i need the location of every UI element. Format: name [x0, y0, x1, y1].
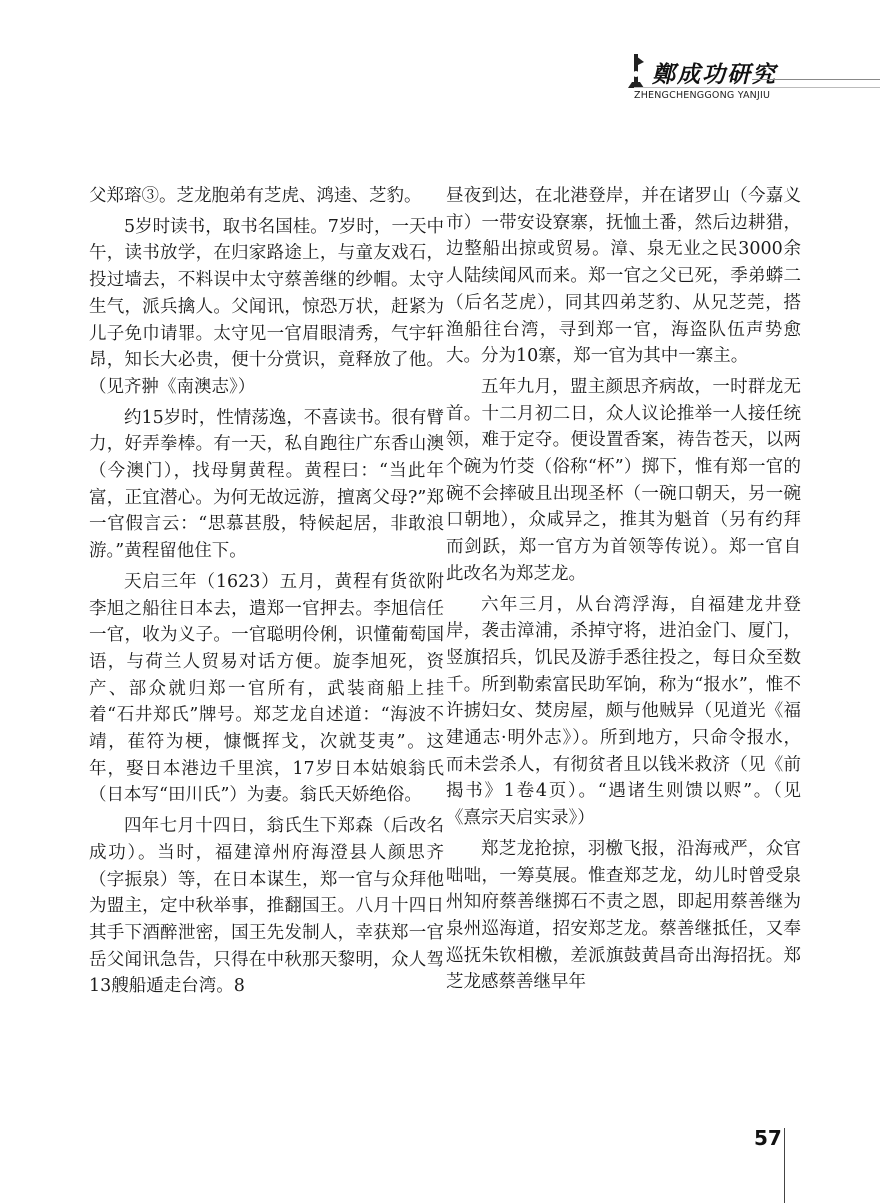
paragraph: 五年九月，盟主颜思齐病故，一时群龙无首。十二月初二日，众人议论推举一人接任统领，难于定夺。便设置香案，祷告苍天，以两个碗为竹茭（俗称“杯”）掷下，惟有郑一官的碗不会摔破且出现圣杯（一碗口朝天，另一碗口朝地），众咸异之，推其为魁首（另有约拜而剑跃，郑一官方为首领等传说）。郑一官自此改名为郑芝龙。 — [446, 376, 801, 584]
page-header — [0, 0, 880, 130]
right-column — [446, 183, 801, 996]
paragraph: 四年七月十四日，翁氏生下郑森（后改名成功）。当时，福建漳州府海澄县人颜思齐（字振泉）等，在日本谋生，郑一官与众拜他为盟主，定中秋举事，推翻国王。八月十四日其手下酒醉泄密，国王先发制人，幸获郑一官岳父闻讯急告，只得在中秋那天黎明，众人驾13艘船遁走台湾。8 — [89, 816, 444, 997]
paragraph: 昼夜到达，在北港登岸，并在诸罗山（今嘉义市）一带安设寮寨，抚恤土番，然后边耕猎，边整船出掠或贸易。漳、泉无业之民3000余人陆续闻风而来。郑一官之父已死，季弟蟒二（后名芝虎），同其四弟芝豹、从兄芝莞，搭渔船往台湾，寻到郑一官，海盗队伍声势愈大。分为10寨，郑一官为其中一寨主。 — [446, 186, 801, 367]
paragraph: 六年三月，从台湾浮海，自福建龙井登岸，袭击漳浦，杀掉守将，进泊金门、厦门，竖旗招兵，饥民及游手悉往投之，每日众至数千。所到勒索富民助军饷，称为“报水”，惟不许掳妇女、焚房屋，颇与他贼异（见道光《福建通志·明外志》）。所到地方，只命令报水，而未尝杀人，有彻贫者且以钱米救济（见《前揭书》1卷4页）。“遇诸生则馈以赆”。（见《熹宗天启实录》） — [446, 594, 801, 829]
paragraph: 郑芝龙抢掠，羽檄飞报，沿海戒严，众官咄咄，一筹莫展。惟查郑芝龙，幼儿时曾受泉州知府蔡善继掷石不责之恩，即起用蔡善继为泉州巡海道，招安郑芝龙。蔡善继抵任，又奉巡抚朱钦相檄，差派旗鼓黄昌奇出海招抚。郑芝龙感蔡善继早年 — [446, 838, 801, 993]
journal-title: 鄭成功研究 — [652, 61, 777, 88]
header-underline — [634, 87, 880, 88]
journal-pinyin: ZHENGCHENGGONG YANJIU — [634, 90, 771, 101]
paragraph: 父郑瑢③。芝龙胞弟有芝虎、鸿逵、芝豹。 — [89, 186, 422, 206]
journal-logo-icon — [626, 52, 646, 92]
paragraph: 天启三年（1623）五月，黄程有货欲附李旭之船往日本去，遣郑一官押去。李旭信任一官，收为义子。一官聪明伶俐，识懂葡萄国语，与荷兰人贸易对话方便。旋李旭死，资产、部众就归郑一官所有，武装商船上挂着“石井郑氏”牌号。郑芝龙自述道：“海波不靖，萑符为梗，慷慨挥戈，次就芟夷”。这年，娶日本港边千里滨，17岁日本姑娘翁氏（日本写“田川氏”）为妻。翁氏天娇绝俗。 — [89, 571, 444, 806]
left-column — [89, 183, 444, 1000]
page-number-rule — [784, 1128, 785, 1203]
paragraph: 5岁时读书，取书名国桂。7岁时，一天中午，读书放学，在归家路途上，与童友戏石，投过墙去，不料误中太守蔡善继的纱帽。太守生气，派兵擒人。父闻讯，惊恐万状，赶紧为儿子免巾请罪。太守见一官眉眼清秀，气宇轩昂，知长大必贵，便十分赏识，竟释放了他。（见齐翀《南澳志》） — [89, 216, 444, 397]
page-number: 57 — [754, 1126, 782, 1150]
header-divider — [752, 79, 880, 80]
paragraph: 约15岁时，性情荡逸，不喜读书。很有臂力，好弄拳棒。有一天，私自跑往广东香山澳（今澳门），找母舅黄程。黄程曰：“当此年富，正宜潜心。为何无故远游，擅离父母?”郑一官假言云：“思慕甚殷，特候起居，非敢浪游。”黄程留他住下。 — [89, 407, 444, 562]
